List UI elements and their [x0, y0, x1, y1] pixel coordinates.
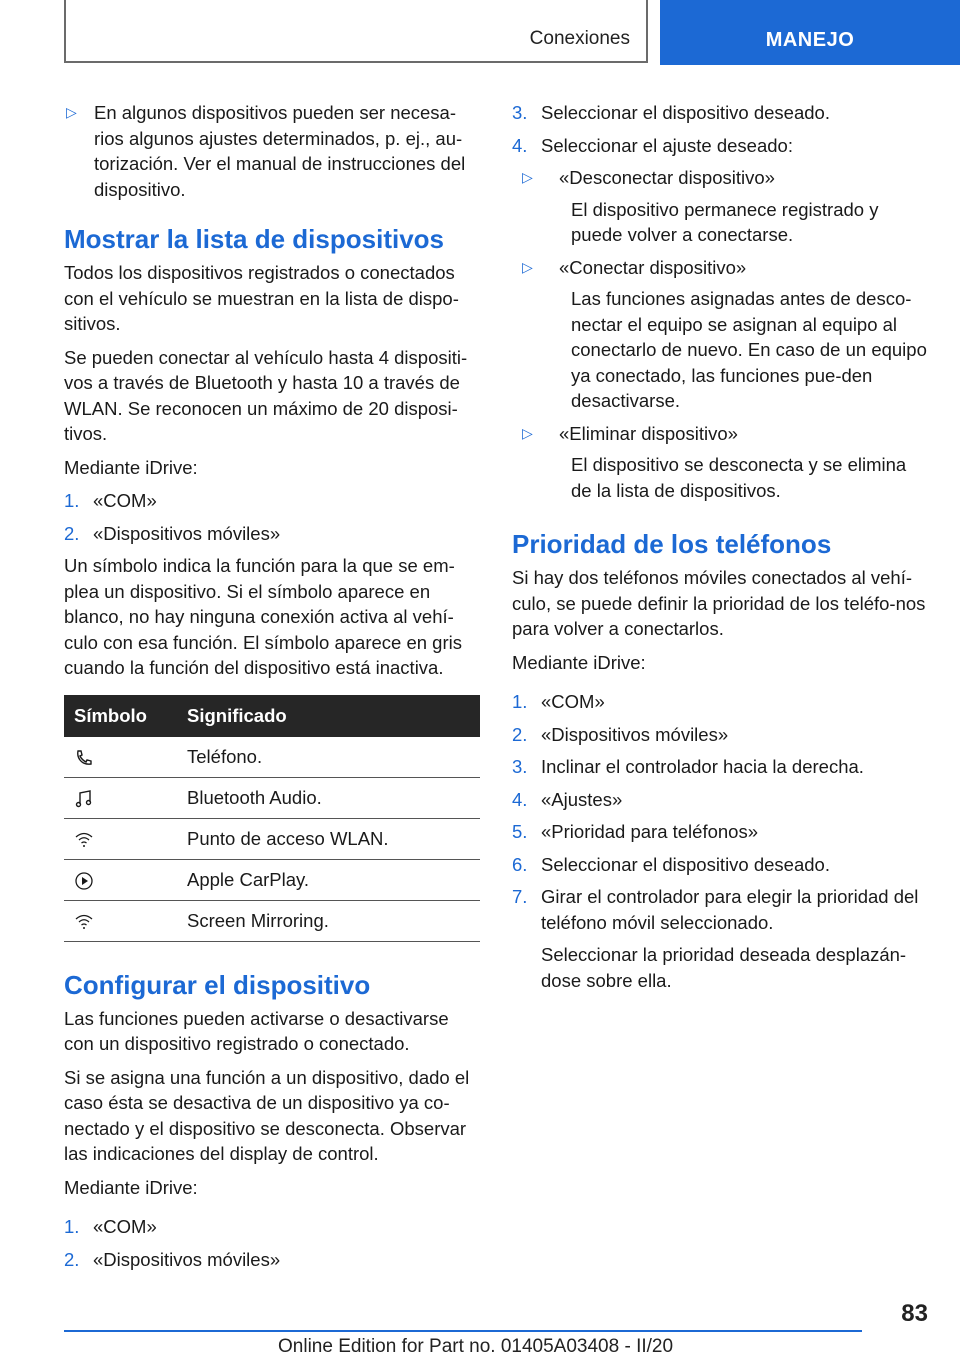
- step-item: [512, 100, 928, 126]
- header-section-box: [64, 0, 648, 63]
- triangle-bullet-icon: ▷: [522, 169, 533, 185]
- wifi-icon: [74, 830, 94, 850]
- option-item: [512, 421, 928, 447]
- phone-icon: [74, 748, 94, 768]
- triangle-bullet-icon: ▷: [66, 104, 77, 120]
- left-column: [64, 100, 480, 1279]
- table-row: [64, 818, 480, 859]
- step-number: 2.: [512, 723, 528, 745]
- step-text: Seleccionar el ajuste deseado:: [541, 134, 793, 156]
- paragraph: Mediante iDrive:: [64, 1176, 198, 1198]
- heading-device-list: Mostrar la lista de dispositivos: [64, 224, 444, 254]
- step-number: 1.: [64, 490, 80, 511]
- step-number: 5.: [512, 821, 528, 842]
- step-number: 2.: [64, 522, 80, 544]
- table-header-symbol: Símbolo: [64, 695, 186, 737]
- option-title: «Eliminar dispositivo»: [559, 422, 738, 444]
- step-number: 4.: [512, 788, 528, 810]
- step-text: «COM»: [541, 691, 605, 712]
- step-text: Seleccionar el dispositivo deseado.: [541, 102, 830, 123]
- paragraph: Todos los dispositivos registrados o conectados con el vehículo se muestran en la lista de dispo-sitivos.: [64, 262, 459, 334]
- option-description: Las funciones asignadas antes de desco-nectar el equipo se asignan al equipo al conectarlo de nuevo. En caso de un equipo ya conectado, las funciones pue-den desactivarse.: [571, 288, 927, 411]
- option-item: [512, 165, 928, 191]
- carplay-icon: [74, 871, 94, 891]
- table-row: [64, 737, 480, 778]
- triangle-bullet-icon: ▷: [522, 258, 533, 275]
- step-item: [512, 819, 928, 845]
- symbol-table: [64, 695, 480, 942]
- step-text: «Ajustes»: [541, 788, 623, 810]
- footer-edition: Online Edition for Part no. 01405A03408 - II/20: [278, 1336, 674, 1357]
- option-title: «Desconectar dispositivo»: [559, 167, 775, 188]
- step-item: [64, 1247, 480, 1273]
- step-item: [64, 1214, 480, 1240]
- paragraph: Mediante iDrive:: [64, 456, 198, 478]
- table-cell-meaning: Screen Mirroring.: [186, 900, 480, 941]
- music-note-icon: [74, 789, 94, 809]
- paragraph: Las funciones pueden activarse o desactivarse con un dispositivo registrado o conectado.: [64, 1007, 449, 1054]
- step-number: 1.: [512, 691, 528, 712]
- step-note: Seleccionar la prioridad deseada desplazán-dose sobre ella.: [541, 944, 907, 991]
- step-item: [64, 521, 480, 547]
- step-text: Girar el controlador para elegir la prioridad del teléfono móvil seleccionado.: [541, 886, 919, 933]
- step-item: [64, 488, 480, 514]
- step-number: 2.: [64, 1248, 80, 1270]
- table-cell-meaning: Bluetooth Audio.: [186, 777, 480, 818]
- step-item: [512, 884, 928, 935]
- step-item: [512, 722, 928, 748]
- paragraph: Un símbolo indica la función para la que se em-plea un dispositivo. Si el símbolo aparece en blanco, no hay ninguna conexión activa al vehí-culo con esa función. El símbolo aparece en gris cuando la función del dispositivo está inactiva.: [64, 555, 462, 678]
- option-description: El dispositivo permanece registrado y puede volver a conectarse.: [571, 198, 879, 245]
- step-item: [512, 754, 928, 780]
- page-number: 83: [901, 1300, 928, 1327]
- intro-bullet-text: En algunos dispositivos pueden ser necesa-rios algunos ajustes determinados, p. ej., au-torización. Ver el manual de instrucciones del dispositivo.: [94, 102, 466, 200]
- paragraph: Mediante iDrive:: [512, 651, 646, 673]
- step-number: 3.: [512, 102, 528, 123]
- right-column: [512, 100, 928, 993]
- wifi-icon: [74, 912, 94, 932]
- table-cell-meaning: Punto de acceso WLAN.: [186, 818, 480, 859]
- option-item: [512, 255, 928, 281]
- option-description: El dispositivo se desconecta y se elimina de la lista de dispositivos.: [571, 454, 907, 501]
- table-cell-meaning: Teléfono.: [186, 737, 480, 778]
- paragraph: Si hay dos teléfonos móviles conectados al vehí-culo, se puede definir la prioridad de los teléfo-nos para volver a conectarlos.: [512, 567, 926, 639]
- table-header-meaning: Significado: [186, 695, 480, 737]
- heading-configure-device: Configurar el dispositivo: [64, 969, 371, 1000]
- option-title: «Conectar dispositivo»: [559, 256, 747, 278]
- paragraph: Se pueden conectar al vehículo hasta 4 dispositi-vos a través de Bluetooth y hasta 10 a través de WLAN. Se reconocen un máximo de 20 disposi-tivos.: [64, 346, 468, 444]
- step-number: 3.: [512, 756, 528, 777]
- step-number: 6.: [512, 853, 528, 875]
- step-text: «Dispositivos móviles»: [93, 522, 281, 544]
- step-item: [512, 133, 928, 159]
- header-chapter-tab[interactable]: [660, 0, 960, 65]
- heading-phone-priority: Prioridad de los teléfonos: [512, 529, 832, 559]
- header-section-title: Conexiones: [529, 28, 630, 49]
- table-row: [64, 900, 480, 941]
- step-number: 7.: [512, 886, 528, 907]
- step-number: 1.: [64, 1216, 80, 1237]
- table-row: [64, 777, 480, 818]
- paragraph: Si se asigna una función a un dispositivo, dado el caso ésta se desactiva de un dispositivo ya co-nectado y el dispositivo se desconecta. Observar las indicaciones del display de control.: [64, 1066, 470, 1164]
- step-item: [512, 787, 928, 813]
- step-number: 4.: [512, 134, 528, 156]
- table-row: [64, 859, 480, 900]
- table-header-row: [64, 695, 480, 737]
- table-cell-meaning: Apple CarPlay.: [186, 859, 480, 900]
- step-text: Inclinar el controlador hacia la derecha.: [541, 756, 864, 777]
- triangle-bullet-icon: ▷: [522, 424, 533, 441]
- step-text: Seleccionar el dispositivo deseado.: [541, 853, 830, 875]
- step-text: «Dispositivos móviles»: [93, 1248, 281, 1270]
- step-item: [512, 689, 928, 715]
- step-text: «Dispositivos móviles»: [541, 723, 729, 745]
- header-chapter-label: MANEJO: [765, 29, 855, 51]
- step-text: «COM»: [93, 490, 157, 511]
- step-text: «COM»: [93, 1216, 157, 1237]
- step-item: [512, 852, 928, 878]
- footer-divider: [64, 1330, 862, 1332]
- step-text: «Prioridad para teléfonos»: [541, 821, 759, 842]
- intro-bullet: [64, 100, 480, 202]
